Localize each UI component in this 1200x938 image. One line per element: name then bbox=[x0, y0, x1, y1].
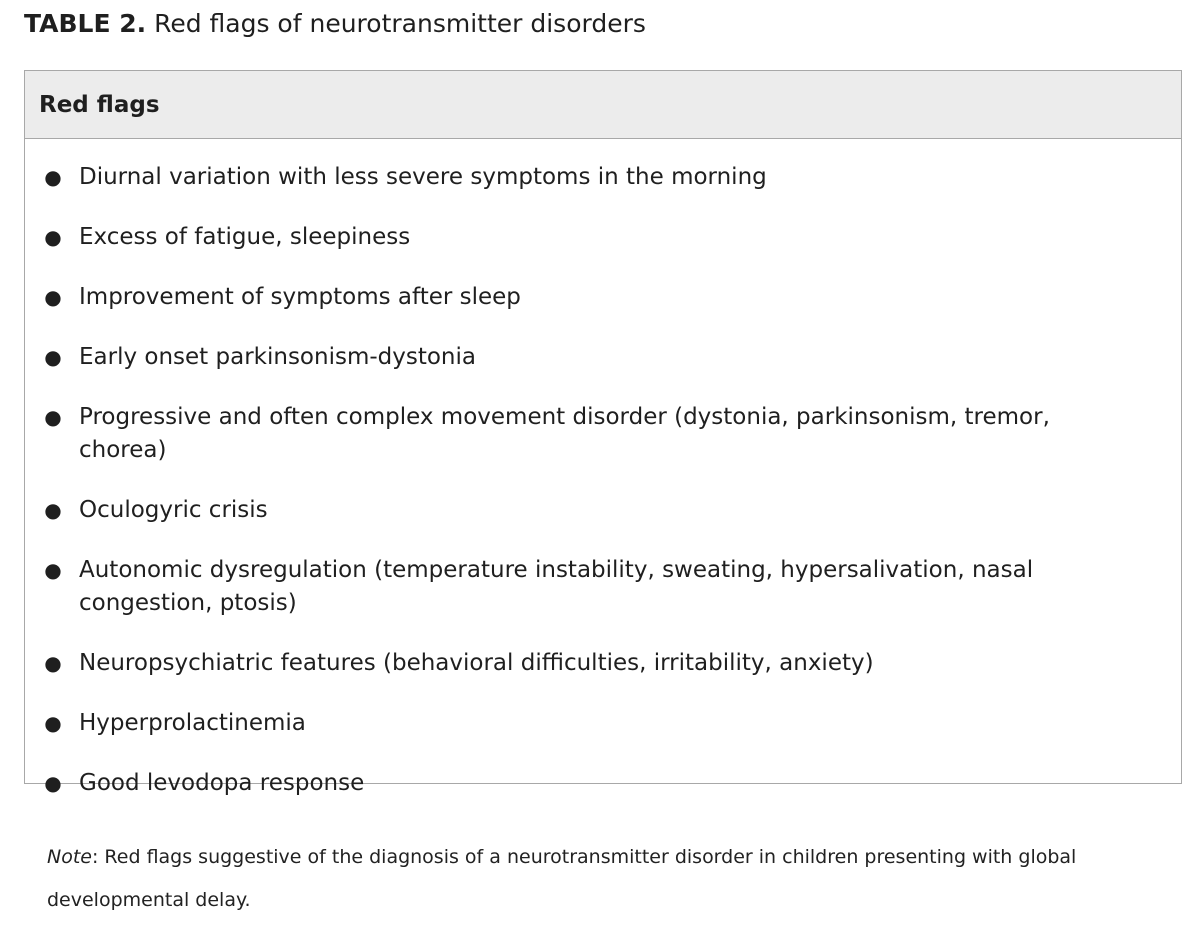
list-item-text: Improvement of symptoms after sleep bbox=[79, 284, 521, 310]
list-item-text: Oculogyric crisis bbox=[79, 497, 268, 523]
list-item-text: Good levodopa response bbox=[79, 770, 365, 796]
list-item bbox=[25, 707, 1181, 740]
list-item-text: Diurnal variation with less severe symptoms in the morning bbox=[79, 164, 767, 190]
table-number: TABLE 2. bbox=[24, 9, 147, 38]
table-title bbox=[24, 4, 646, 44]
bullet-icon: ● bbox=[44, 558, 62, 582]
note-text: : Red flags suggestive of the diagnosis of a neurotransmitter disorder in children presenting with global developmental delay. bbox=[47, 846, 1077, 911]
list-item bbox=[25, 221, 1181, 254]
red-flags-table bbox=[24, 70, 1182, 796]
list-item bbox=[25, 161, 1181, 194]
list-item bbox=[25, 401, 1181, 467]
note-label: Note bbox=[47, 846, 92, 868]
list-item-text: Early onset parkinsonism-dystonia bbox=[79, 344, 476, 370]
list-item bbox=[25, 341, 1181, 374]
bullet-icon: ● bbox=[44, 771, 62, 795]
list-item bbox=[25, 494, 1181, 527]
bullet-icon: ● bbox=[44, 711, 62, 735]
red-flags-list bbox=[25, 139, 1181, 800]
table-header: Red flags bbox=[25, 71, 1181, 139]
bullet-icon: ● bbox=[44, 498, 62, 522]
bullet-icon: ● bbox=[44, 345, 62, 369]
bullet-icon: ● bbox=[44, 165, 62, 189]
table-title-text: Red flags of neurotransmitter disorders bbox=[154, 9, 646, 38]
bullet-icon: ● bbox=[44, 225, 62, 249]
list-item bbox=[25, 281, 1181, 314]
list-item-text: Neuropsychiatric features (behavioral difficulties, irritability, anxiety) bbox=[79, 650, 874, 676]
bullet-icon: ● bbox=[44, 405, 62, 429]
bullet-icon: ● bbox=[44, 285, 62, 309]
bullet-icon: ● bbox=[44, 651, 62, 675]
list-item-text: Progressive and often complex movement disorder (dystonia, parkinsonism, tremor, chorea) bbox=[79, 404, 1050, 463]
table-note bbox=[47, 836, 1107, 922]
list-item-text: Autonomic dysregulation (temperature instability, sweating, hypersalivation, nasal congestion, ptosis) bbox=[79, 557, 1034, 616]
list-item-text: Hyperprolactinemia bbox=[79, 710, 306, 736]
list-item bbox=[25, 647, 1181, 680]
list-item bbox=[25, 767, 1181, 800]
list-item bbox=[25, 554, 1181, 620]
list-item-text: Excess of fatigue, sleepiness bbox=[79, 224, 411, 250]
